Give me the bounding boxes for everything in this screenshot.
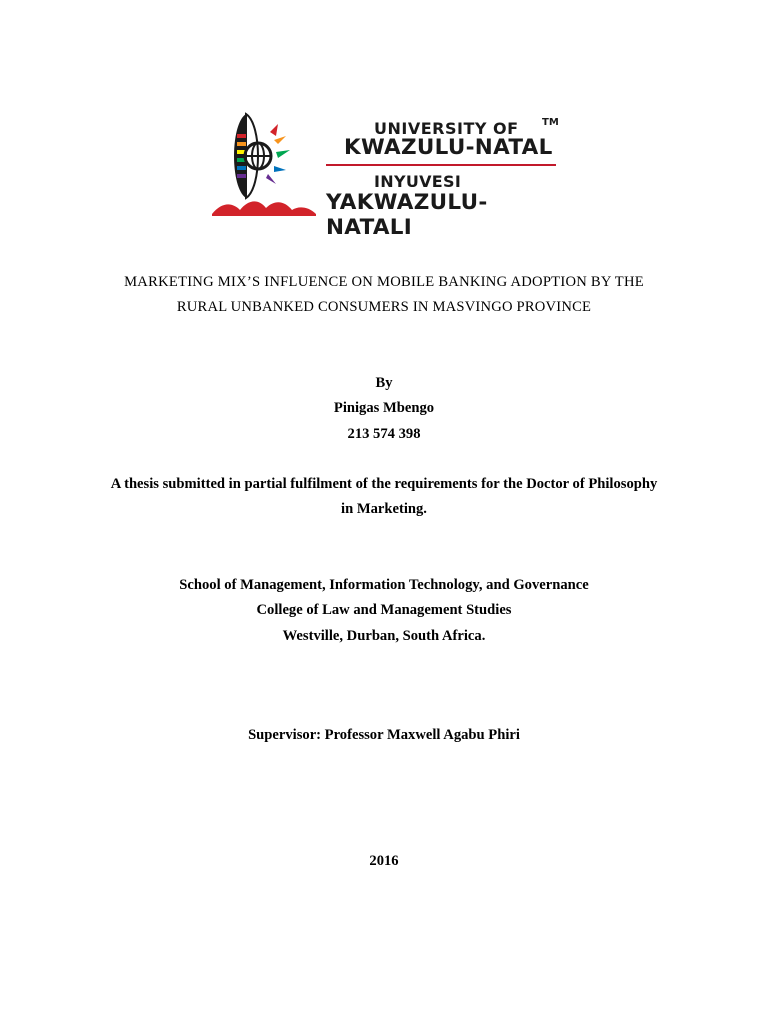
trademark-mark: TM [542, 117, 559, 128]
author-name: Pinigas Mbengo [333, 400, 435, 416]
logo-line-yakwazulu-natali: YAKWAZULU-NATALI [326, 190, 488, 240]
college-name: College of Law and Management Studies [256, 602, 512, 618]
university-name [326, 110, 566, 240]
thesis-title-line-1: MARKETING MIX’S INFLUENCE ON MOBILE BANKING ADOPTION BY THE [124, 274, 644, 290]
school-name: School of Management, Information Technology, and Governance [179, 577, 589, 593]
logo-line-university-of: UNIVERSITY OF [374, 119, 519, 138]
logo-line-kwazulu-natal: KWAZULU-NATAL [344, 135, 553, 160]
by-label: By [375, 375, 393, 391]
thesis-title-line-2: RURAL UNBANKED CONSUMERS IN MASVINGO PROVINCE [176, 299, 592, 315]
supervisor: Supervisor: Professor Maxwell Agabu Phiri [248, 727, 520, 743]
logo-divider [326, 164, 556, 166]
thesis-statement-line-2: in Marketing. [341, 501, 427, 517]
submission-year: 2016 [369, 853, 399, 869]
thesis-statement-line-1: A thesis submitted in partial fulfilment of the requirements for the Doctor of Philosophy [110, 476, 658, 492]
student-number: 213 574 398 [347, 426, 421, 442]
location: Westville, Durban, South Africa. [282, 628, 486, 644]
university-logo [208, 110, 568, 240]
ukzn-emblem-icon [208, 110, 320, 222]
logo-line-inyuvesi: INYUVESI [374, 172, 462, 191]
